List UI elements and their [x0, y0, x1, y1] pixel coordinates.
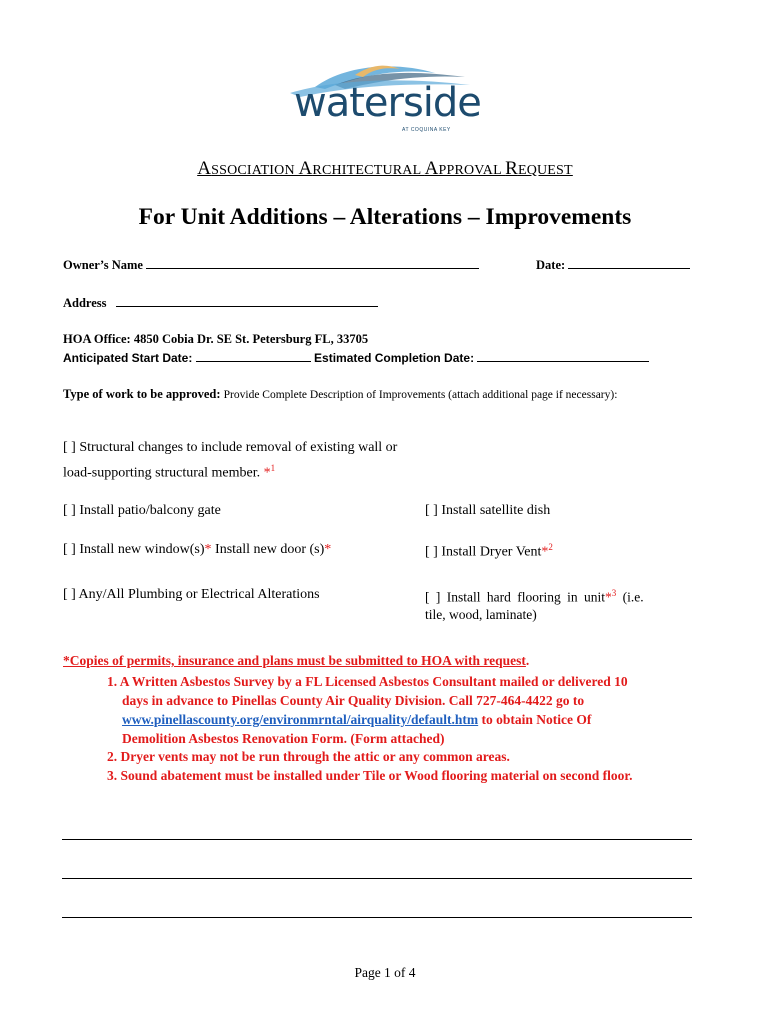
logo-wordmark: waterside — [294, 80, 481, 126]
option-satellite-dish[interactable]: [ ] Install satellite dish — [425, 503, 551, 518]
description-line-3[interactable] — [62, 917, 692, 918]
option-dryer-vent[interactable]: [ ] Install Dryer Vent*$^2$ — [425, 542, 553, 560]
owner-name-field[interactable] — [146, 257, 479, 269]
logo-tagline: AT COQUINA KEY — [402, 127, 451, 133]
type-of-work — [63, 387, 617, 402]
completion-date-field[interactable] — [477, 350, 649, 362]
address-row — [63, 295, 378, 311]
date-field[interactable] — [568, 257, 690, 269]
option-patio-gate[interactable]: [ ] Install patio/balcony gate — [63, 503, 221, 518]
form-title: ASSOCIATION ARCHITECTURAL APPROVAL REQUEST — [197, 158, 573, 179]
note-3: 3. Sound abatement must be installed under Tile or Wood flooring material on second floor. — [107, 768, 633, 783]
option-structural[interactable] — [63, 438, 397, 484]
owner-name-row — [63, 257, 479, 273]
option-structural-line2: load-supporting structural member. *$^1$ — [63, 463, 276, 481]
notes-header: *Copies of permits, insurance and plans must be submitted to HOA with request. — [63, 653, 530, 668]
address-field[interactable] — [116, 295, 378, 307]
date-label: Date: — [536, 258, 566, 272]
type-of-work-label: Type of work to be approved: — [63, 387, 221, 401]
page-number: Page 1 of 4 — [354, 965, 416, 980]
option-window-door[interactable]: [ ] Install new window(s)* Install new door (s)* — [63, 542, 332, 557]
form-subtitle: For Unit Additions – Alterations – Improvements — [138, 204, 632, 230]
dates-row — [63, 350, 649, 365]
start-date-label: Anticipated Start Date: — [63, 351, 193, 365]
option-structural-line1: [ ] Structural changes to include removal of existing wall or — [63, 440, 398, 455]
note-2: 2. Dryer vents may not be run through the attic or any common areas. — [107, 749, 510, 764]
owner-name-label: Owner’s Name — [63, 258, 143, 272]
address-label: Address — [63, 296, 107, 310]
start-date-field[interactable] — [196, 350, 311, 362]
hoa-office: HOA Office: 4850 Cobia Dr. SE St. Petersburg FL, 33705 — [63, 332, 369, 346]
description-line-2[interactable] — [62, 878, 692, 879]
type-of-work-instruction: Provide Complete Description of Improvements (attach additional page if necessary): — [223, 389, 618, 401]
description-line-1[interactable] — [62, 839, 692, 840]
completion-date-label: Estimated Completion Date: — [314, 351, 475, 365]
date-row — [536, 257, 690, 273]
air-quality-link[interactable]: www.pinellascounty.org/environmrntal/airquality/default.htm — [122, 712, 479, 727]
note-1: 1. A Written Asbestos Survey by a FL Licensed Asbestos Consultant mailed or delivered 10 days in advance to Pinellas County Air Quality Division. Call 727-464-4422 go to www.pinellascounty.org/environmrntal/airquality/default.htm to obtain Notice Of Demolition Asbestos Renovation Form. (Form attached) — [107, 674, 628, 746]
option-hard-flooring[interactable]: [ ] Install hard flooring in unit*$^3$ (i.e. tile, wood, laminate) — [425, 588, 644, 622]
option-plumbing-electrical[interactable]: [ ] Any/All Plumbing or Electrical Alterations — [63, 587, 320, 602]
